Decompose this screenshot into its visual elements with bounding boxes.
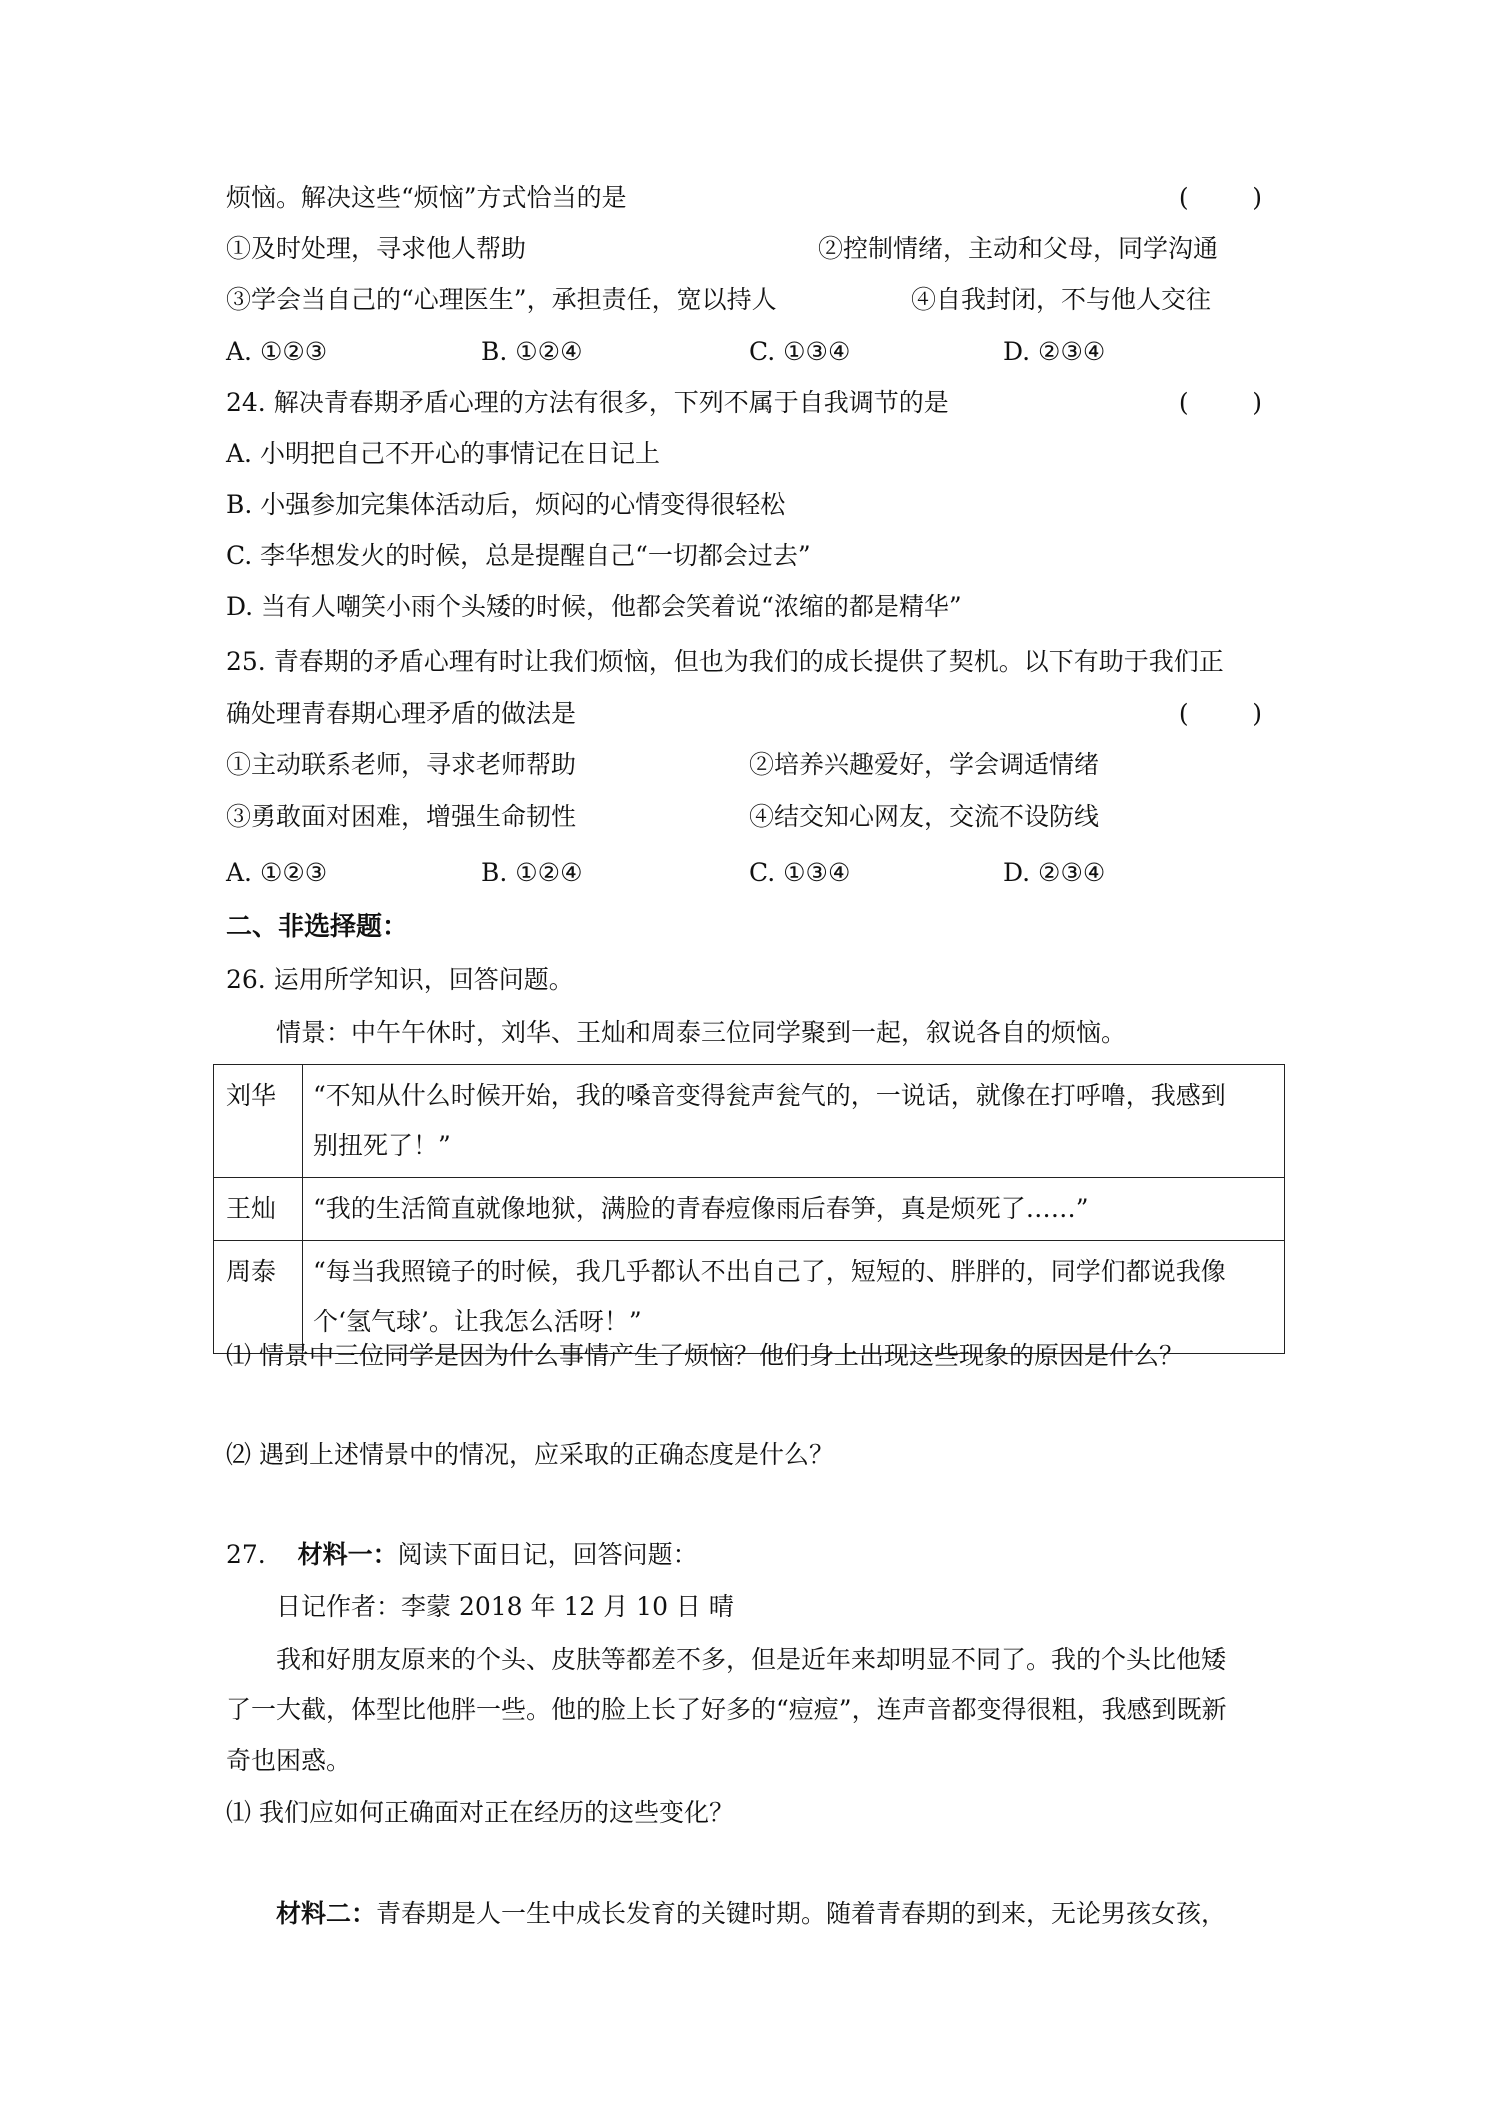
q24-stem: 24. 解决青春期矛盾心理的方法有很多，下列不属于自我调节的是 [226,388,949,417]
q26-subquestion-1: ⑴ 情景中三位同学是因为什么事情产生了烦恼？他们身上出现这些现象的原因是什么？ [226,1341,1184,1370]
q25-item-1: ①主动联系老师，寻求老师帮助 [226,750,577,779]
material-1-text: 阅读下面日记，回答问题： [397,1540,698,1569]
q26-stem: 26. 运用所学知识，回答问题。 [226,965,574,994]
q23-option-b: B. ①②④ [481,337,583,366]
q23-answer-bracket: ( ) [1178,183,1262,212]
q23-option-d: D. ②③④ [1003,337,1106,366]
diary-paragraph-line: 了一大截，体型比他胖一些。他的脸上长了好多的“痘痘”，连声音都变得很粗，我感到既新 [226,1695,1227,1724]
diary-paragraph-line: 我和好朋友原来的个头、皮肤等都差不多，但是近年来却明显不同了。我的个头比他矮 [276,1645,1227,1674]
material-2-text: 青春期是人一生中成长发育的关键时期。随着青春期的到来，无论男孩女孩， [376,1899,1227,1928]
q25-answer-bracket: ( ) [1178,699,1262,728]
q25-item-4: ④结交知心网友，交流不设防线 [749,802,1100,831]
q23-item-3: ③学会当自己的“心理医生”，承担责任，宽以持人 [226,285,777,314]
q25-stem-line-2: 确处理青春期心理矛盾的做法是 [226,699,577,728]
section-heading: 二、非选择题： [226,912,409,942]
quote-line: 别扭死了！” [313,1131,451,1160]
q25-option-b: B. ①②④ [481,858,583,887]
q24-answer-bracket: ( ) [1178,388,1262,417]
q26-scenario: 情景：中午午休时，刘华、王灿和周泰三位同学聚到一起，叙说各自的烦恼。 [276,1018,1127,1047]
quote-line: “不知从什么时候开始，我的嗓音变得瓮声瓮气的，一说话，就像在打呼噜，我感到 [313,1081,1226,1110]
q25-option-d: D. ②③④ [1003,858,1106,887]
speaker-quote [303,1065,1285,1178]
q25-item-3: ③勇敢面对困难，增强生命韧性 [226,802,577,831]
speaker-name: 周泰 [214,1241,303,1354]
q23-option-a: A. ①②③ [226,337,328,366]
scenario-table [213,1064,1285,1354]
q23-stem-continuation: 烦恼。解决这些“烦恼”方式恰当的是 [226,183,627,212]
quote-line: 个‘氢气球’。让我怎么活呀！” [313,1307,642,1336]
q27-header [226,1538,698,1572]
q27-subquestion-1: ⑴ 我们应如何正确面对正在经历的这些变化？ [226,1798,734,1827]
q24-option-b: B. 小强参加完集体活动后，烦闷的心情变得很轻松 [226,490,786,519]
q23-item-4: ④自我封闭，不与他人交往 [911,285,1212,314]
q25-stem-line-1: 25. 青春期的矛盾心理有时让我们烦恼，但也为我们的成长提供了契机。以下有助于我们正 [226,647,1224,676]
speaker-quote [303,1178,1285,1241]
speaker-name: 刘华 [214,1065,303,1178]
speaker-name: 王灿 [214,1178,303,1241]
q24-option-d: D. 当有人嘲笑小雨个头矮的时候，他都会笑着说“浓缩的都是精华” [226,592,962,621]
diary-header: 日记作者：李蒙 2018 年 12 月 10 日 晴 [276,1592,734,1621]
q24-option-c: C. 李华想发火的时候，总是提醒自己“一切都会过去” [226,541,811,570]
q25-item-2: ②培养兴趣爱好，学会调适情绪 [749,750,1100,779]
speaker-quote [303,1241,1285,1354]
q25-option-c: C. ①③④ [749,858,851,887]
material-2 [276,1897,1226,1931]
material-2-label: 材料二： [276,1899,377,1928]
table-row [214,1241,1285,1354]
q23-item-2: ②控制情绪，主动和父母，同学沟通 [818,234,1219,263]
quote-line: “我的生活简直就像地狱，满脸的青春痘像雨后春笋，真是烦死了……” [313,1194,1089,1223]
table-row [214,1065,1285,1178]
q23-item-1: ①及时处理，寻求他人帮助 [226,234,527,263]
diary-paragraph-line: 奇也困惑。 [226,1746,352,1775]
q24-option-a: A. 小明把自己不开心的事情记在日记上 [226,439,660,468]
quote-line: “每当我照镜子的时候，我几乎都认不出自己了，短短的、胖胖的，同学们都说我像 [313,1257,1226,1286]
q26-subquestion-2: ⑵ 遇到上述情景中的情况，应采取的正确态度是什么？ [226,1440,834,1469]
q23-option-c: C. ①③④ [749,337,851,366]
q27-number: 27. [226,1540,266,1569]
table-row [214,1178,1285,1241]
material-1-label: 材料一： [297,1540,398,1569]
q25-option-a: A. ①②③ [226,858,328,887]
